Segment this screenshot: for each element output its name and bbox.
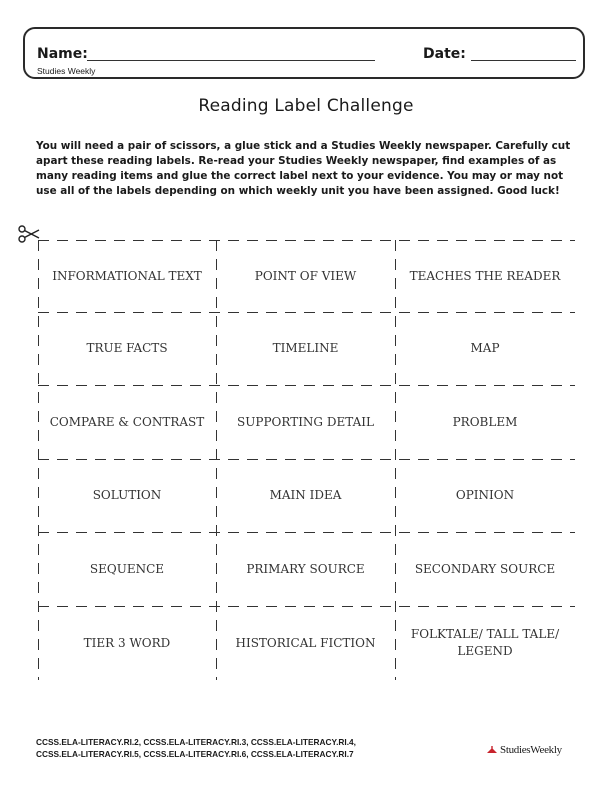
reading-label: MAP: [470, 341, 500, 355]
brand-logo: [486, 744, 562, 756]
name-field[interactable]: [87, 60, 375, 61]
name-date-box: [23, 27, 585, 79]
reading-label: TIMELINE: [272, 341, 339, 355]
standards-line: CCSS.ELA-LITERACY.RI.5, CCSS.ELA-LITERACY.RI.6, CCSS.ELA-LITERACY.RI.7: [36, 748, 354, 759]
reading-label: SOLUTION: [92, 488, 162, 502]
reading-label: INFORMATIONAL TEXT: [52, 268, 202, 283]
apple-icon: [486, 746, 498, 754]
reading-label: FOLKTALE/ TALL TALE/ LEGEND: [410, 627, 560, 658]
reading-label: MAIN IDEA: [269, 488, 342, 502]
publisher-name: Studies Weekly: [37, 66, 96, 76]
reading-label: TEACHES THE READER: [409, 268, 561, 283]
date-field[interactable]: [471, 60, 576, 61]
date-label: Date:: [423, 46, 466, 62]
reading-label: OPINION: [455, 488, 515, 502]
reading-label: PRIMARY SOURCE: [246, 561, 365, 576]
scissors-icon: [18, 225, 40, 247]
reading-label: POINT OF VIEW: [254, 268, 357, 283]
brand-name: StudiesWeekly: [500, 744, 562, 756]
reading-label: PROBLEM: [452, 414, 518, 429]
reading-label: HISTORICAL FICTION: [235, 635, 376, 650]
label-grid: [38, 240, 575, 680]
reading-label: SUPPORTING DETAIL: [237, 414, 374, 429]
standards-line: CCSS.ELA-LITERACY.RI.2, CCSS.ELA-LITERACY.RI.3, CCSS.ELA-LITERACY.RI.4,: [36, 737, 356, 747]
instructions-text: You will need a pair of scissors, a glue stick and a Studies Weekly newspaper. Carefully cut apart these reading labels. Re-read your Studies Weekly newspaper, find examples of as many reading items and glue the correct label next to your evidence. You may or may not use all of the labels depending on which weekly unit you have been assigned. Good luck!: [36, 140, 571, 197]
reading-label: TRUE FACTS: [86, 341, 168, 355]
page-title: Reading Label Challenge: [198, 96, 414, 116]
standards-list: [36, 737, 356, 760]
name-label: Name:: [37, 46, 88, 62]
reading-label: SECONDARY SOURCE: [414, 561, 556, 576]
reading-label: SEQUENCE: [89, 561, 165, 576]
reading-label: TIER 3 WORD: [83, 635, 171, 650]
reading-label: COMPARE & CONTRAST: [49, 414, 205, 429]
